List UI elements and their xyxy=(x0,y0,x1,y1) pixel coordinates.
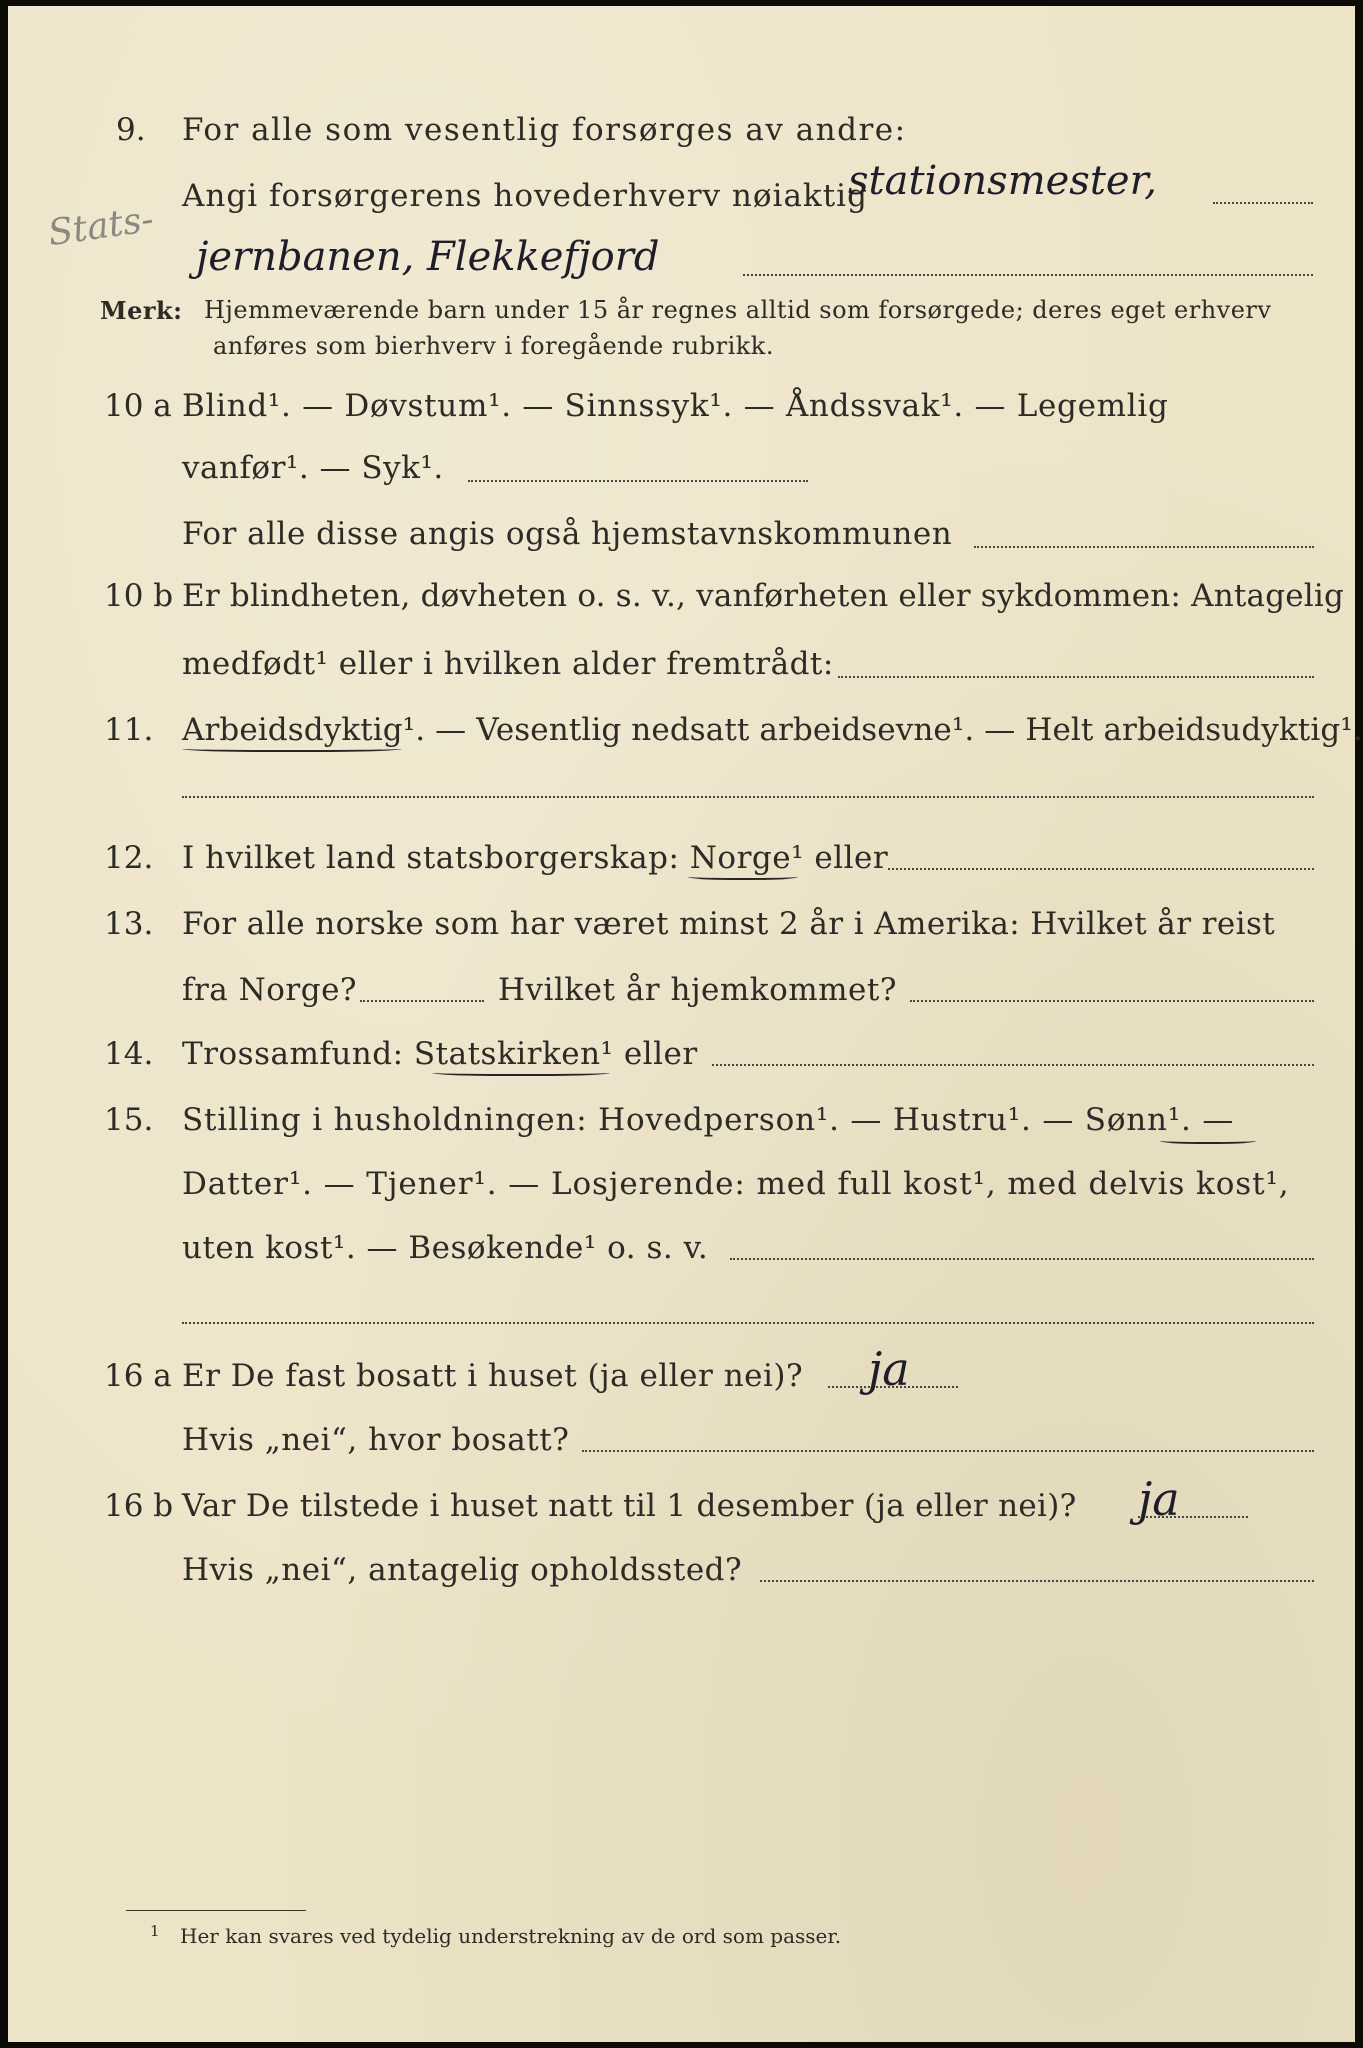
q10b-number: 10 b xyxy=(104,578,174,614)
q11-number: 11. xyxy=(104,712,154,748)
q16b-answer: ja xyxy=(1138,1472,1180,1526)
q10a-line1: Blind¹. — Døvstum¹. — Sinnssyk¹. — Åndssvak¹. — Legemlig xyxy=(182,388,1169,424)
q13-line2a: fra Norge? xyxy=(182,972,358,1008)
q12-line1: I hvilket land statsborgerskap: Norge¹ eller xyxy=(182,840,889,876)
q14-number: 14. xyxy=(104,1036,154,1072)
q16a-answer: ja xyxy=(868,1342,910,1396)
q10a-line3: For alle disse angis også hjemstavnskommunen xyxy=(182,516,953,552)
q9-number: 9. xyxy=(116,112,146,148)
q11-dotted-line xyxy=(182,796,1314,798)
q15-dotted-line-2 xyxy=(182,1322,1314,1324)
q9-answer-occupation: stationsmester, xyxy=(848,158,1158,204)
merk-line1: Hjemmeværende barn under 15 år regnes alltid som forsørgede; deres eget erhverv xyxy=(204,296,1272,324)
q16b-location-dotted-line xyxy=(760,1580,1314,1582)
q14-underline-statskirken xyxy=(432,1068,610,1076)
q15-underline-sonn xyxy=(1160,1136,1256,1144)
q10a-dotted-line xyxy=(468,480,808,482)
q10b-line2: medfødt¹ eller i hvilken alder fremtrådt: xyxy=(182,646,834,682)
q16b-number: 16 b xyxy=(104,1488,174,1524)
q16a-number: 16 a xyxy=(104,1358,172,1394)
q9-answer-workplace: jernbanen, Flekkefjord xyxy=(196,234,660,280)
footnote-rule xyxy=(126,1910,306,1911)
q10a-number: 10 a xyxy=(104,388,172,424)
q16a-where-dotted-line xyxy=(582,1450,1314,1452)
q14-dotted-line xyxy=(712,1064,1314,1066)
q13-line2b: Hvilket år hjemkommet? xyxy=(498,972,897,1008)
q9-answer-dotted-line-2 xyxy=(743,274,1313,276)
footnote-mark: 1 xyxy=(150,1922,160,1940)
q16b-line2: Hvis „nei“, antagelig opholdssted? xyxy=(182,1552,743,1588)
q13-number: 13. xyxy=(104,906,154,942)
q10b-line1: Er blindheten, døvheten o. s. v., vanførheten eller sykdommen: Antagelig xyxy=(182,578,1345,614)
q13-year-left-dotted-line xyxy=(360,1000,484,1002)
q9-answer-dotted-line xyxy=(1213,202,1313,204)
q10a-line2: vanfør¹. — Syk¹. xyxy=(182,450,444,486)
q15-dotted-line xyxy=(730,1258,1314,1260)
q15-line2: Datter¹. — Tjener¹. — Losjerende: med full kost¹, med delvis kost¹, xyxy=(182,1166,1290,1202)
q13-year-returned-dotted-line xyxy=(910,1000,1314,1002)
q9-pencil-note: Stats- xyxy=(45,198,157,255)
q12-underline-norge xyxy=(688,872,798,880)
q14-line1: Trossamfund: Statskirken¹ eller xyxy=(182,1036,698,1072)
q16a-line1: Er De fast bosatt i huset (ja eller nei)? xyxy=(182,1358,804,1394)
q13-line1: For alle norske som har været minst 2 år i Amerika: Hvilket år reist xyxy=(182,906,1276,942)
merk-label: Merk: xyxy=(100,296,183,325)
q10a-hometown-dotted-line xyxy=(974,546,1314,548)
q16a-line2: Hvis „nei“, hvor bosatt? xyxy=(182,1422,570,1458)
q15-line1: Stilling i husholdningen: Hovedperson¹. — Hustru¹. — Sønn¹. — xyxy=(182,1102,1235,1138)
q9-line2: Angi forsørgerens hovederhverv nøiaktig xyxy=(182,178,868,214)
q11-underline-arbeidsdyktig xyxy=(182,744,402,752)
q15-line3: uten kost¹. — Besøkende¹ o. s. v. xyxy=(182,1230,709,1266)
census-form-page xyxy=(8,6,1363,2042)
footnote-text: Her kan svares ved tydelig understrekning av de ord som passer. xyxy=(180,1924,842,1948)
q10b-dotted-line xyxy=(838,676,1314,678)
q16b-line1: Var De tilstede i huset natt til 1 desember (ja eller nei)? xyxy=(182,1488,1077,1524)
merk-line2: anføres som bierhverv i foregående rubrikk. xyxy=(213,332,774,360)
q9-text: For alle som vesentlig forsørges av andre: xyxy=(182,112,907,148)
q12-dotted-line xyxy=(888,868,1314,870)
q15-number: 15. xyxy=(104,1102,154,1138)
q12-number: 12. xyxy=(104,840,154,876)
q11-line1: Arbeidsdyktig¹. — Vesentlig nedsatt arbeidsevne¹. — Helt arbeidsudyktig¹. xyxy=(182,712,1363,748)
